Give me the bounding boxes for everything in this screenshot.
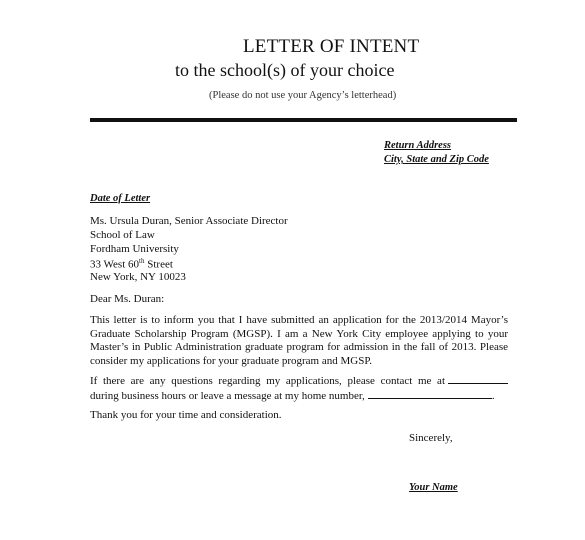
home-number-blank	[368, 388, 492, 399]
letter-subtitle: to the school(s) of your choice	[175, 60, 395, 80]
body-paragraph-2	[90, 373, 508, 403]
salutation: Dear Ms. Duran:	[90, 293, 165, 305]
recipient-department: School of Law	[90, 229, 155, 241]
return-city-state-zip: City, State and Zip Code	[384, 154, 489, 165]
recipient-street: 33 West 60th Street	[90, 257, 173, 271]
signature-name: Your Name	[409, 482, 458, 493]
return-address: Return Address	[384, 140, 452, 151]
contact-text: If there are any questions regarding my applications, please contact me at	[90, 375, 445, 387]
paragraph-line: consider my applications for your graduate program and MGSP.	[90, 354, 372, 367]
closing-sincerely: Sincerely,	[409, 432, 453, 444]
paragraph-line	[90, 373, 508, 388]
letterhead-note: (Please do not use your Agency’s letterhead)	[209, 90, 397, 101]
paragraph-line: Master’s in Public Administration graduate program for admission in the fall of 2013. Please	[90, 341, 508, 354]
letter-title: LETTER OF INTENT	[243, 36, 420, 57]
recipient-name: Ms. Ursula Duran, Senior Associate Director	[90, 215, 288, 227]
sentence-end: .	[491, 390, 495, 402]
recipient-city: New York, NY 10023	[90, 271, 186, 283]
paragraph-line: Graduate Scholarship Program (MGSP). I am a New York City employee applying to your	[90, 327, 508, 340]
phone-blank	[448, 373, 508, 384]
paragraph-line: This letter is to inform you that I have submitted an application for the 2013/2014 Mayor’s	[90, 314, 508, 326]
home-number-text: during business hours or leave a message at my home number,	[90, 390, 365, 402]
date-of-letter: Date of Letter	[90, 193, 151, 204]
header-divider	[90, 118, 517, 122]
recipient-institution: Fordham University	[90, 243, 179, 255]
thank-you-line: Thank you for your time and consideration.	[90, 409, 282, 421]
paragraph-line	[90, 388, 508, 403]
body-paragraph-1	[90, 314, 508, 368]
